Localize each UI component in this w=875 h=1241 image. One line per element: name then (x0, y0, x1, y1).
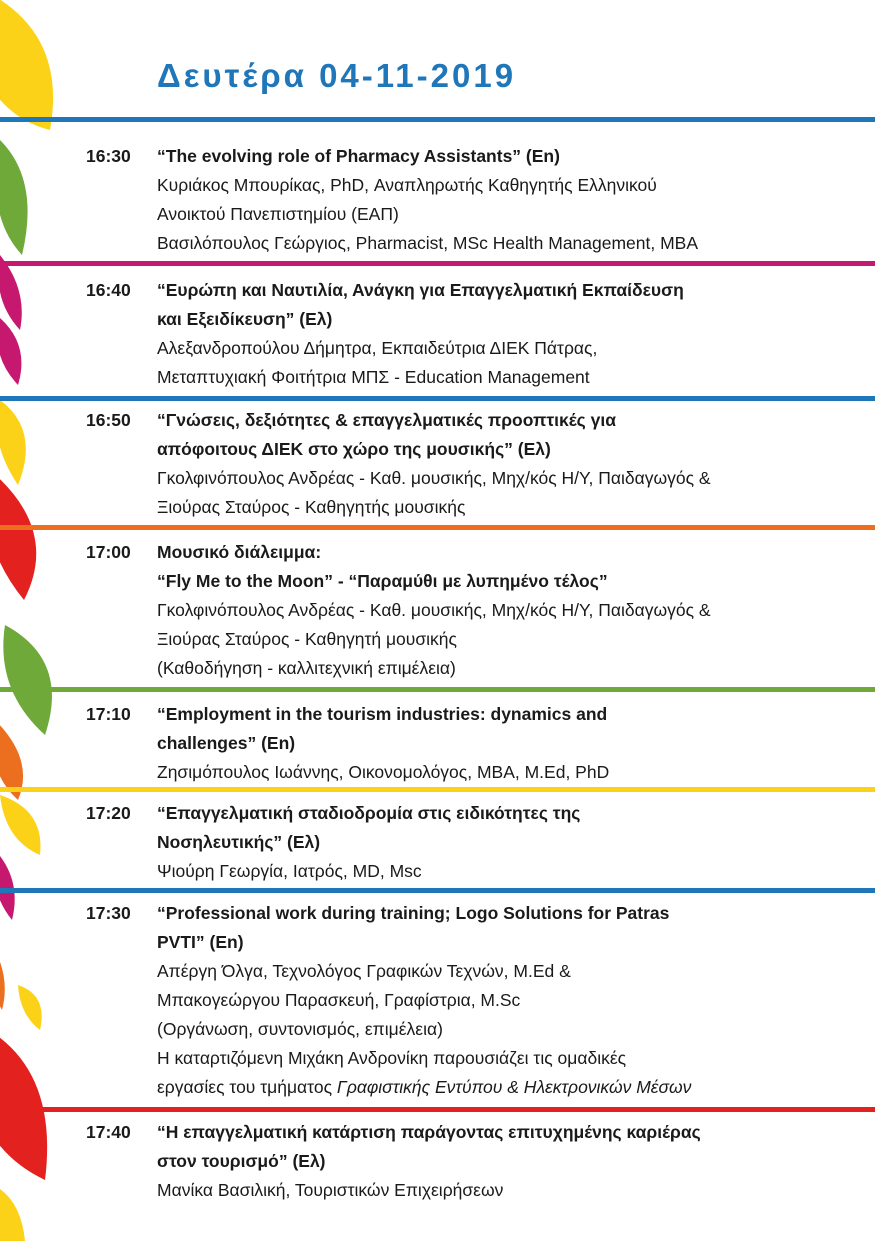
speaker-line: Μπακογεώργου Παρασκευή, Γραφίστρια, M.Sc (157, 990, 521, 1010)
speaker-line: Κυριάκος Μπουρίκας, PhD, Αναπληρωτής Καθηγητής Ελληνικού (157, 175, 657, 195)
entry-time: 17:40 (86, 1122, 131, 1142)
talk-title: challenges” (En) (157, 733, 296, 753)
speaker-line: Γκολφινόπουλος Ανδρέας - Καθ. μουσικής, Μηχ/κός Η/Υ, Παιδαγωγός & (157, 468, 711, 488)
talk-title: “Employment in the tourism industries: dynamics and (157, 704, 608, 724)
speaker-line: Η καταρτιζόμενη Μιχάκη Ανδρονίκη παρουσιάζει τις ομαδικές (157, 1048, 627, 1068)
speaker-line: (Καθοδήγηση - καλλιτεχνική επιμέλεια) (157, 658, 456, 678)
entry-time: 16:50 (86, 410, 131, 430)
talk-title: “The evolving role of Pharmacy Assistants” (En) (157, 146, 560, 166)
petal-yellow-top (0, 0, 53, 130)
entry-content (157, 799, 847, 886)
talk-title: “Η επαγγελματική κατάρτιση παράγοντας επιτυχημένης καριέρας (157, 1122, 701, 1142)
speaker-line-prefix: εργασίες του τμήματος (157, 1077, 337, 1097)
speaker-line: (Οργάνωση, συντονισμός, επιμέλεια) (157, 1019, 443, 1039)
speaker-line: Μεταπτυχιακή Φοιτήτρια ΜΠΣ - Education Management (157, 367, 590, 387)
page-title: Δευτέρα 04-11-2019 (157, 57, 517, 94)
petal-yellow-2 (0, 400, 26, 485)
petal-yellow-3 (0, 795, 41, 855)
talk-title: Μουσικό διάλειμμα: (157, 542, 322, 562)
talk-title: “Fly Me to the Moon” - “Παραμύθι με λυπημένο τέλος” (157, 571, 608, 591)
talk-title: “Professional work during training; Logo Solutions for Patras (157, 903, 670, 923)
speaker-line: Μανίκα Βασιλική, Τουριστικών Επιχειρήσεων (157, 1180, 504, 1200)
entry-content (157, 899, 847, 1102)
petal-yellow-5 (0, 1180, 25, 1241)
divider-7 (0, 888, 875, 893)
divider-6 (0, 787, 875, 792)
petal-magenta-2 (0, 318, 21, 385)
speaker-line: Ανοικτού Πανεπιστημίου (ΕΑΠ) (157, 204, 399, 224)
entry-time: 17:10 (86, 704, 131, 724)
divider-3 (0, 396, 875, 401)
entry-content (157, 538, 847, 683)
talk-title: PVTI” (En) (157, 932, 244, 952)
speaker-line: Ζησιμόπουλος Ιωάννης, Οικονομολόγος, MBA, M.Ed, PhD (157, 762, 610, 782)
divider-2 (0, 261, 875, 266)
speaker-line: Γκολφινόπουλος Ανδρέας - Καθ. μουσικής, Μηχ/κός Η/Υ, Παιδαγωγός & (157, 600, 711, 620)
decorative-petals (0, 0, 120, 1241)
talk-title: “Επαγγελματική σταδιοδρομία στις ειδικότητες της (157, 803, 581, 823)
talk-title: απόφοιτους ΔΙΕΚ στο χώρο της μουσικής” (Ελ) (157, 439, 551, 459)
entry-time: 17:00 (86, 542, 131, 562)
speaker-line: Απέργη Όλγα, Τεχνολόγος Γραφικών Τεχνών, M.Ed & (157, 961, 571, 981)
divider-4 (0, 525, 875, 530)
entry-content (157, 406, 847, 522)
petal-magenta-3 (0, 850, 15, 920)
speaker-line: Αλεξανδροπούλου Δήμητρα, Εκπαιδεύτρια ΔΙΕΚ Πάτρας, (157, 338, 598, 358)
speaker-line: Ξιούρας Σταύρος - Καθηγητή μουσικής (157, 629, 457, 649)
talk-title: και Εξειδίκευση” (Ελ) (157, 309, 333, 329)
divider-1 (0, 117, 875, 122)
talk-title: στον τουρισμό” (Ελ) (157, 1151, 326, 1171)
speaker-line: Ψιούρη Γεωργία, Ιατρός, MD, Msc (157, 861, 422, 881)
talk-title: Νοσηλευτικής” (Ελ) (157, 832, 321, 852)
entry-time: 16:40 (86, 280, 131, 300)
entry-content (157, 276, 847, 392)
petal-magenta-1 (0, 255, 22, 330)
entry-time: 16:30 (86, 146, 131, 166)
petal-yellow-4 (18, 985, 42, 1030)
department-name: Γραφιστικής Εντύπου & Ηλεκτρονικών Μέσων (336, 1077, 692, 1097)
petal-green-1 (0, 140, 28, 255)
divider-8 (0, 1107, 875, 1112)
divider-5 (0, 687, 875, 692)
speaker-line: Ξιούρας Σταύρος - Καθηγητής μουσικής (157, 497, 466, 517)
petal-green-2 (3, 625, 52, 735)
talk-title: “Ευρώπη και Ναυτιλία, Ανάγκη για Επαγγελματική Εκπαίδευση (157, 280, 684, 300)
speaker-line (157, 1073, 847, 1102)
entry-content (157, 700, 847, 787)
entry-content (157, 1118, 847, 1205)
entry-content (157, 142, 847, 258)
entry-time: 17:30 (86, 903, 131, 923)
entry-time: 17:20 (86, 803, 131, 823)
petal-red-1 (0, 470, 36, 600)
petal-orange-2 (0, 950, 5, 1010)
speaker-line: Βασιλόπουλος Γεώργιος, Pharmacist, MSc Health Management, MBA (157, 233, 699, 253)
talk-title: “Γνώσεις, δεξιότητες & επαγγελματικές προοπτικές για (157, 410, 616, 430)
petal-red-2 (0, 1020, 47, 1180)
